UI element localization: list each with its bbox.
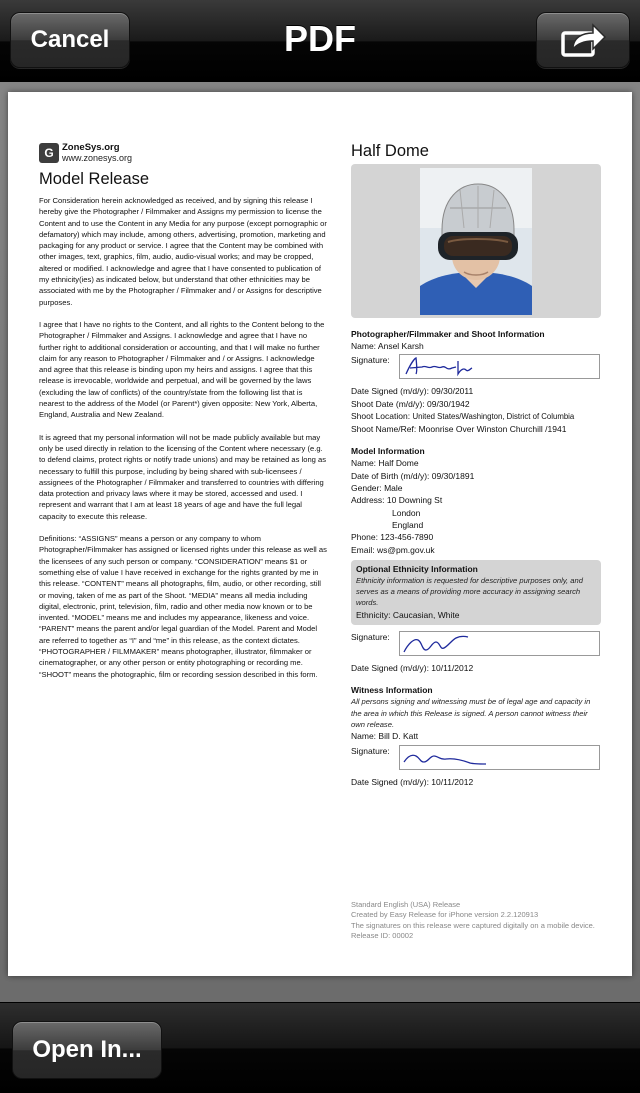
model-signature xyxy=(399,631,600,656)
model-address-line: England xyxy=(392,519,424,530)
open-in-button[interactable]: Open In... xyxy=(12,1021,162,1079)
navigation-bar xyxy=(0,0,640,83)
shoot-location xyxy=(351,410,601,423)
share-button[interactable] xyxy=(536,12,630,68)
photographer-section-heading: Photographer/Filmmaker and Shoot Information xyxy=(351,329,545,339)
witness-signature-row xyxy=(351,745,601,770)
logo-url: www.zonesys.org xyxy=(62,153,133,163)
model-signature-row xyxy=(351,631,601,656)
release-paragraph: Definitions: “ASSIGNS” means a person or any company to whom Photographer/Filmmaker has assigned or licensed rights under this release as well as the licensees of any such person or company. “CONSIDERATION” means $1 or something else of value I have received in exchange for the rights granted by me in this release. “CONTENT” means all photographs, film, audio, or other recording, still or moving, taken of me as part of the Shoot. “MEDIA” means all media including digital, electronic, print, television, film, radio and other media now known or to be invented. “MODEL” means me and includes my appearance, likeness and voice. “PARENT” means the parent and/or legal guardian of the Model. Parent and Model are referred to together as “I” and “me” in this release, as the context dictates. “PHOTOGRAPHER / FILMMAKER” means photographer, illustrator, filmmaker or cinematographer, or any other person or entity photographing or recording me. “SHOOT” means the photographic, film or recording session described in this form. xyxy=(39,534,327,679)
bottom-toolbar xyxy=(0,1002,640,1093)
page-title: PDF xyxy=(284,18,356,59)
model-date-signed: Date Signed (m/d/y): 10/11/2012 xyxy=(351,663,474,674)
witness-section-heading: Witness Information xyxy=(351,685,433,696)
model-title: Half Dome xyxy=(351,142,429,160)
zonesys-logo-icon: G xyxy=(39,143,59,163)
shoot-location-value: United States/Washington, District of Columbia xyxy=(412,411,575,421)
model-photo-frame xyxy=(351,164,601,318)
ethnicity-note: Ethnicity information is requested for descriptive purposes only, and serves as a means of providing more accuracy in assigning search words. xyxy=(356,575,583,608)
model-section-heading: Model Information xyxy=(351,446,425,457)
footer-line: Created by Easy Release for iPhone version 2.2.120913 xyxy=(351,910,539,920)
signature-label: Signature: xyxy=(351,745,390,756)
model-phone: Phone: 123-456-7890 xyxy=(351,532,434,543)
pdf-page xyxy=(8,92,632,976)
witness-note: All persons signing and witnessing must be of legal age and capacity in the area in which this Release is signed. A person cannot witness their own release. xyxy=(351,697,591,729)
document-footer xyxy=(351,900,631,941)
logo-name: ZoneSys.org xyxy=(62,142,120,153)
release-text-column xyxy=(39,142,327,691)
photographer-date-signed: Date Signed (m/d/y): 09/30/2011 xyxy=(351,386,474,397)
signature-label: Signature: xyxy=(351,632,390,643)
shoot-date: Shoot Date (m/d/y): 09/30/1942 xyxy=(351,398,470,409)
model-email: Email: ws@pm.gov.uk xyxy=(351,544,435,555)
ethnicity-heading: Optional Ethnicity Information xyxy=(356,563,478,574)
witness-signature xyxy=(399,745,600,770)
model-gender: Gender: Male xyxy=(351,483,403,494)
footer-line: Standard English (USA) Release xyxy=(351,900,461,909)
photographer-name: Name: Ansel Karsh xyxy=(351,341,424,351)
zonesys-logo xyxy=(39,142,327,164)
release-paragraph: It is agreed that my personal information will not be made publicly available but may only be used directly in relation to the licensing of the Content where necessary (e.g. to defend claims, protect rights or notify trade unions) and may be retained as long as necessary to fulfill this purpose, including by being shared with sub-licensees / assignees of the Photographer / Filmmaker and transferred to countries with differing data protection and privacy laws where it may be stored, accessed and used. I represent and warrant that I am at least 18 years of age and have the full legal capacity to execute this release. xyxy=(39,432,327,521)
pdf-viewer[interactable] xyxy=(0,82,640,1002)
model-address-line: London xyxy=(392,507,421,518)
signature-label: Signature: xyxy=(351,355,390,366)
ethnicity-value: Ethnicity: Caucasian, White xyxy=(356,609,460,620)
ethnicity-box xyxy=(351,560,601,625)
release-info-column xyxy=(351,142,601,788)
shoot-location-label: Shoot Location: xyxy=(351,410,411,421)
release-paragraph: For Consideration herein acknowledged as received, and by signing this release I hereby give the Photographer / Filmmaker and Assigns my permission to license the Content and to use the Content in any Media for any purpose (except pornographic or defamatory) which may include, among others, advertising, promotion, marketing and packaging for any product or service. I agree that the Content may be combined with other images, text, graphics, film, audio, audio-visual works; and may be cropped, altered or modified. I acknowledge and agree that I have consented to publication of my ethnicity(ies) as indicated below, but understand that other ethnicities may be associated with me by the Photographer / Filmmaker and / or Assigns for descriptive purposes. xyxy=(39,196,327,307)
share-icon xyxy=(559,21,607,59)
witness-name: Name: Bill D. Katt xyxy=(351,731,419,742)
footer-line: Release ID: 00002 xyxy=(351,930,414,940)
cancel-button[interactable]: Cancel xyxy=(10,12,130,68)
model-name: Name: Half Dome xyxy=(351,458,419,469)
photographer-signature xyxy=(399,354,600,379)
shoot-name: Shoot Name/Ref: Moonrise Over Winston Churchill /1941 xyxy=(351,424,567,435)
model-address-line: Address: 10 Downing St xyxy=(351,495,443,506)
model-photo xyxy=(420,168,532,315)
model-dob: Date of Birth (m/d/y): 09/30/1891 xyxy=(351,470,475,481)
release-paragraph: I agree that I have no rights to the Content, and all rights to the Content belong to the Photographer / Filmmaker and Assigns. I acknowledge and agree that I have no further right to additional consideration or accounting, and that I will make no further claim for any reason to Photographer / Filmmaker and / or Assigns. I acknowledge and agree that this release is binding upon my heirs and assigns. I agree that this release is irrevocable, worldwide and perpetual, and will be governed by the laws (excluding the law of conflicts) of the country/state from the following list that is nearest to the address of the Model (or Parent*) given opposite: New York, Alberta, England, Australia and New Zealand. xyxy=(39,319,325,420)
witness-date-signed: Date Signed (m/d/y): 10/11/2012 xyxy=(351,776,474,787)
footer-line: The signatures on this release were captured digitally on a mobile device. xyxy=(351,920,595,930)
document-title: Model Release xyxy=(39,170,150,188)
photographer-signature-row xyxy=(351,354,601,379)
